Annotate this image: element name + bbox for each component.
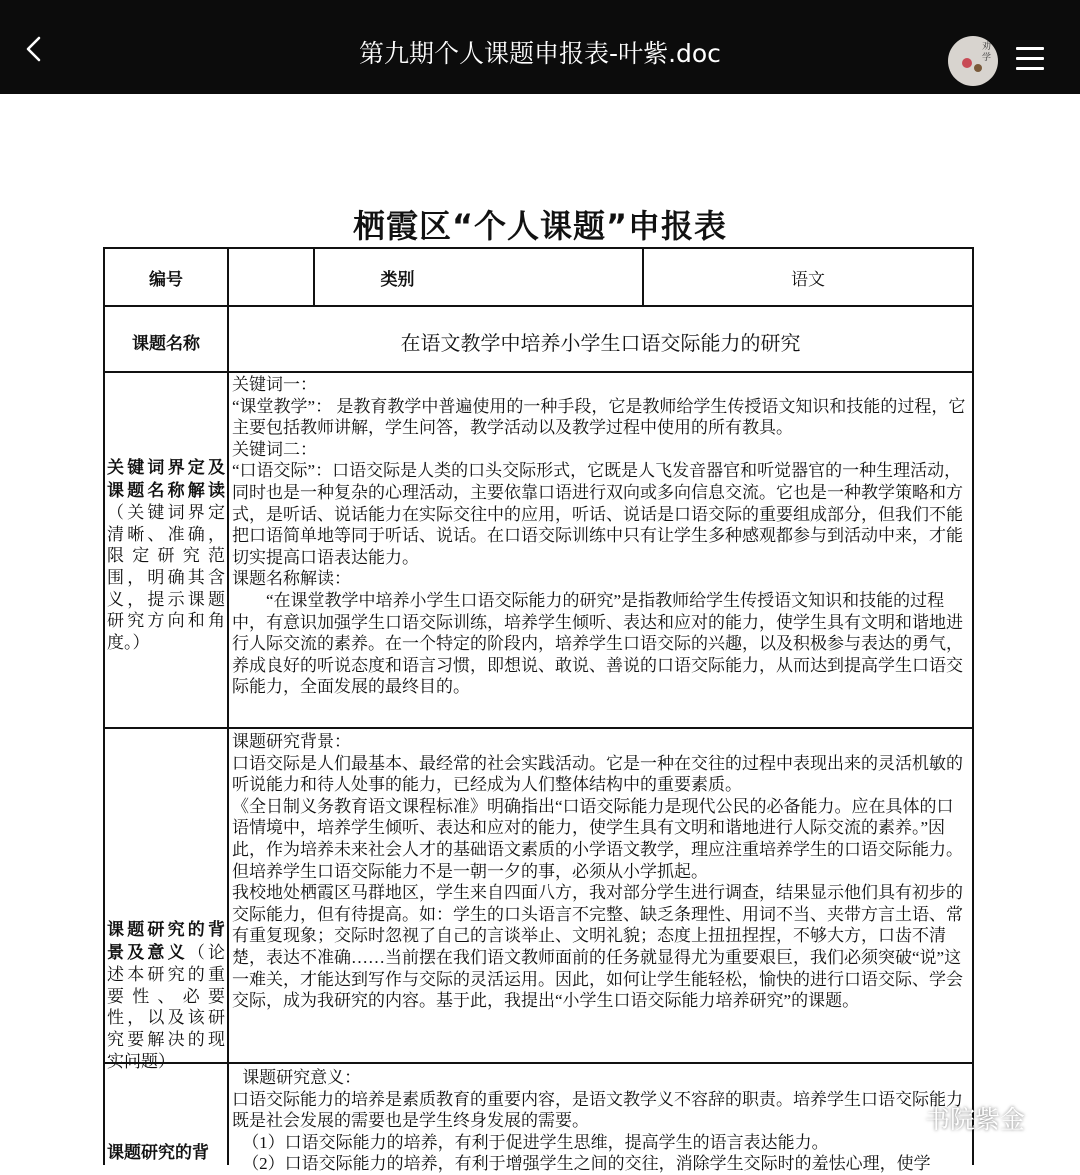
paragraph: 课题名称解读： <box>232 569 351 589</box>
document-filename: 第九期个人课题申报表-叶紫.doc <box>359 39 721 68</box>
table-rule-3 <box>103 727 974 729</box>
topic-name-value: 在语文教学中培养小学生口语交际能力的研究 <box>400 331 801 355</box>
label-background <box>107 919 225 1072</box>
table-border-left <box>103 247 105 1165</box>
label-category: 类别 <box>380 270 415 290</box>
document-page <box>0 94 1080 1174</box>
background-content <box>232 731 970 1012</box>
paragraph: “课堂教学”： 是教育教学中普遍使用的一种手段，它是教师给学生传授语文知识和技能的过程，它主要包括教师讲解，学生问答，教学活动以及教学过程中使用的所有教具。 <box>232 396 966 438</box>
paragraph: 课题研究背景： <box>232 732 351 751</box>
top-bar <box>0 0 1080 94</box>
menu-icon[interactable] <box>1016 47 1044 71</box>
paragraph: （2）口语交际能力的培养，有利于增强学生之间的交往，消除学生交际时的羞怯心理，使学 <box>242 1154 931 1174</box>
paragraph: 口语交际是人们最基本、最经常的社会实践活动。它是一种在交往的过程中表现出来的灵活机敏的听说能力和待人处事的能力，已经成为人们整体结构中的重要素质。 <box>232 753 963 795</box>
avatar-text: 劝学 <box>982 42 992 63</box>
paragraph: 我校地处栖霞区马群地区，学生来自四面八方，我对部分学生进行调查，结果显示他们具有初步的交际能力，但有待提高。如：学生的口头语言不完整、缺乏条理性、用词不当、夹带方言土语、常有重复现象；交际时忽视了自己的言谈举止、文明礼貌；态度上扭扭捏捏，不够大方，口齿不清楚，表达不准确……当前摆在我们语文教师面前的任务就显得尤为重要艰巨，我们必须突破“说”这一难关，才能达到写作与交际的灵活运用。因此，如何让学生能轻松，愉快的进行口语交际、学会交际，成为我研究的内容。基于此，我提出“小学生口语交际能力培养研究”的课题。 <box>232 883 963 1011</box>
table-border-top <box>103 247 974 249</box>
paragraph: 口语交际能力的培养是素质教育的重要内容，是语文教学义不容辞的职责。培养学生口语交际能力既是社会发展的需要也是学生终身发展的需要。 <box>232 1089 963 1131</box>
avatar-flower-icon <box>962 58 972 68</box>
form-title: 栖霞区“个人课题”申报表 <box>352 207 728 245</box>
table-border-right <box>972 247 974 1165</box>
paragraph: 课题研究意义： <box>242 1068 362 1087</box>
avatar-branch-icon <box>974 64 982 72</box>
avatar[interactable] <box>948 36 998 86</box>
label-keywords-note: （关键词界定清晰、准确，限定研究范围，明确其含义，提示课题研究方向和角度。） <box>107 503 225 652</box>
label-keywords <box>107 457 225 653</box>
paragraph: 关键词一： <box>232 375 317 394</box>
label-background-note: （论述本研究的重要性、必要性，以及该研究要解决的现实问题） <box>107 942 226 1071</box>
keywords-content <box>232 374 970 698</box>
label-significance-title: 课题研究的背 <box>107 1143 209 1163</box>
category-value: 语文 <box>791 270 825 290</box>
significance-content <box>232 1067 970 1175</box>
table-rule-1 <box>103 305 974 307</box>
label-keywords-title: 关键词界定及课题名称解读 <box>107 458 225 501</box>
watermark-text: 书院紫金 <box>925 1105 1026 1134</box>
table-rule-2 <box>103 371 974 373</box>
paragraph: 《全日制义务教育语文课程标准》明确指出“口语交际能力是现代公民的必备能力。应在具体的口语情境中，培养学生倾听、表达和应对的能力，使学生具有文明和谐地进行人际交流的素养。”因此，作为培养未来社会人才的基础语文素质的小学语文教学，理应注重培养学生的口语交际能力。但培养学生口语交际能力不是一朝一夕的事，必须从小学抓起。 <box>232 796 963 881</box>
label-topic-name: 课题名称 <box>132 334 200 354</box>
label-significance <box>107 1142 225 1165</box>
paragraph: 关键词二： <box>232 439 317 459</box>
wechat-icon <box>890 1103 920 1127</box>
table-rule-4 <box>103 1062 974 1064</box>
table-col-rule-1 <box>227 247 229 1165</box>
label-number: 编号 <box>149 270 183 290</box>
paragraph: （1）口语交际能力的培养，有利于促进学生思维，提高学生的语言表达能力。 <box>242 1132 829 1152</box>
label-background-title: 课题研究的背景及意义 <box>107 920 225 963</box>
paragraph: “在课堂教学中培养小学生口语交际能力的研究”是指教师给学生传授语文知识和技能的过程中，有意识加强学生口语交际训练，培养学生倾听、表达和应对的能力，使学生具有文明和谐地进行人际交流的素养。在一个特定的阶段内，培养学生口语交际的兴趣，以及积极参与表达的勇气，养成良好的听说态度和语言习惯，即想说、敢说、善说的口语交际能力，从而达到提高学生口语交际能力，全面发展的最终目的。 <box>232 590 963 697</box>
paragraph: “口语交际”：口语交际是人类的口头交际形式，它既是人飞发音器官和听觉器官的一种生理活动，同时也是一种复杂的心理活动，主要依靠口语进行双向或多向信息交流。它也是一种教学策略和方式，是听话、说话能力在实际交往中的应用，听话、说话是口语交际的重要组成部分，但我们不能把口语简单地等同于听话、说话。在口语交际训练中只有让学生多种感观都参与到活动中来，才能切实提高口语表达能力。 <box>232 461 963 567</box>
